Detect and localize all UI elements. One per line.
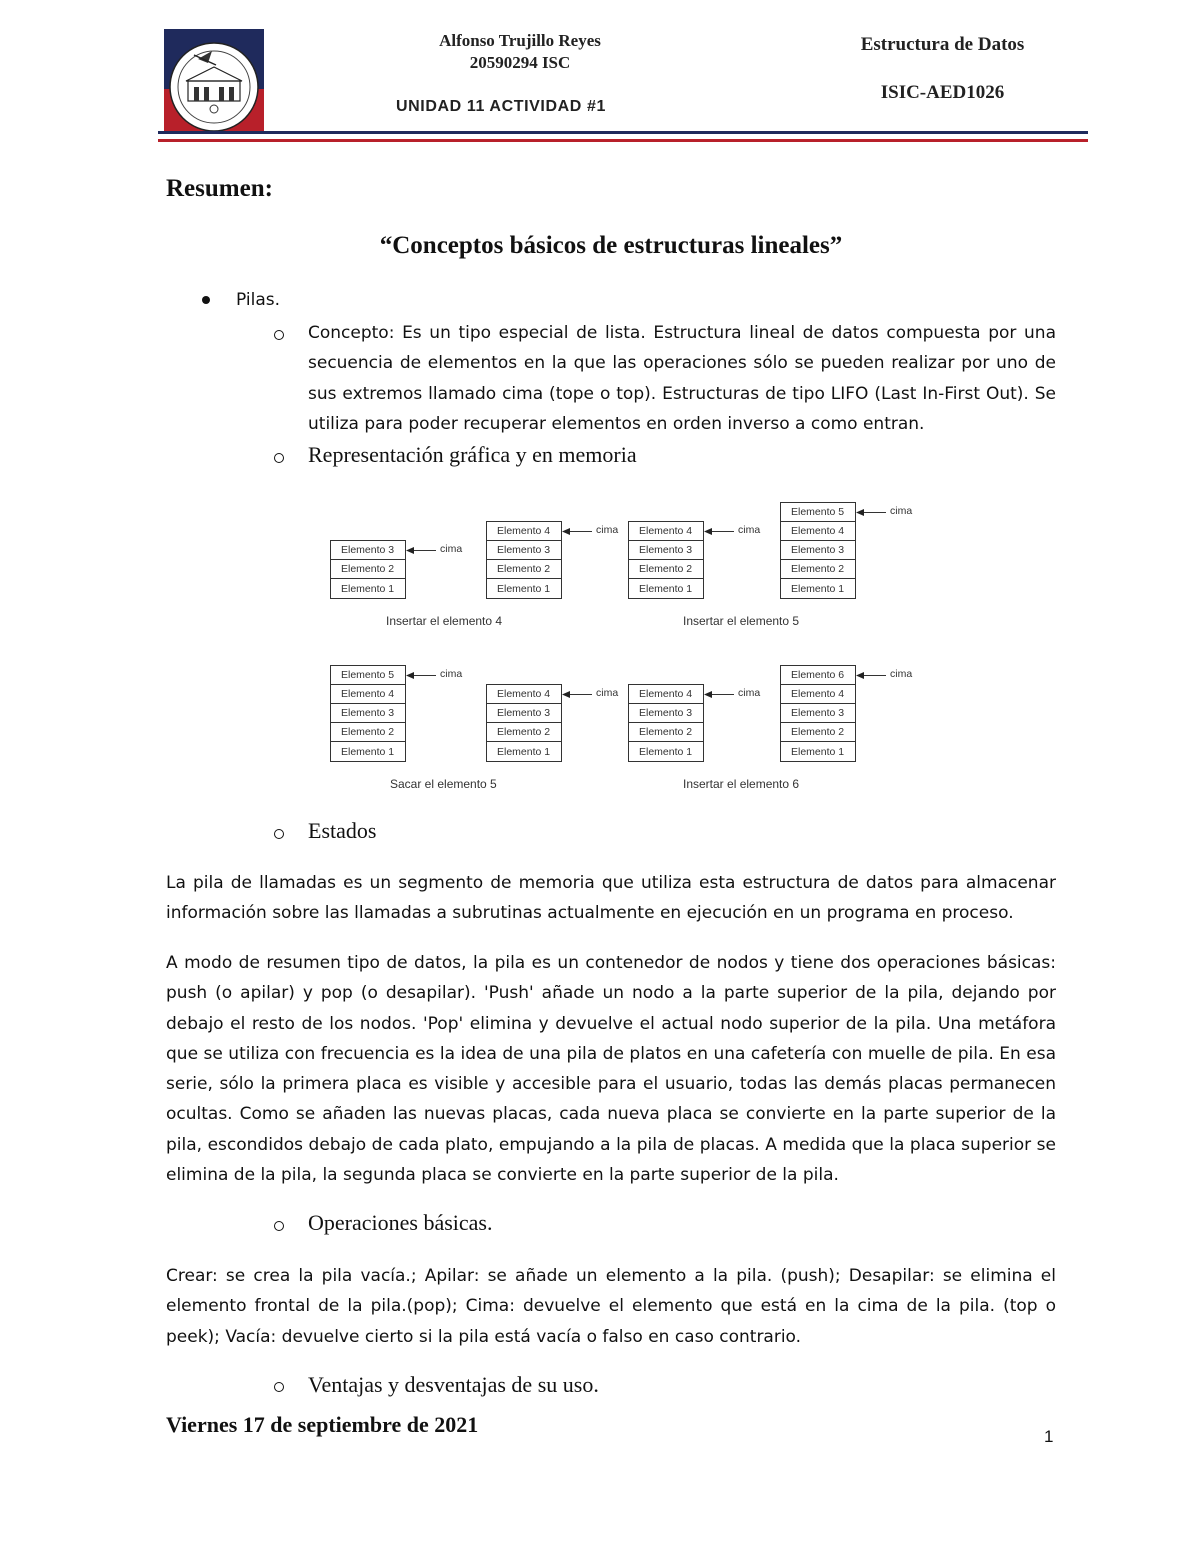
institution-logo: [164, 29, 264, 133]
stack-cell: Elemento 2: [331, 560, 405, 579]
heading-operaciones: Operaciones básicas.: [308, 1210, 493, 1235]
stack-cell: Elemento 2: [331, 723, 405, 742]
unit-activity: UNIDAD 11 ACTIVIDAD #1: [396, 98, 606, 115]
footer-date: Viernes 17 de septiembre de 2021: [166, 1412, 479, 1437]
stack-cell: Elemento 2: [629, 723, 703, 742]
concept-paragraph: Concepto: Es un tipo especial de lista. Estructura lineal de datos compuesta por una secuencia de elementos en la que las operaciones sólo se pueden realizar por uno de sus extremos llamado cima (tope o top). Estructuras de tipo LIFO (Last In-First Out). Se utiliza para poder recuperar elementos en orden inverso a como entran.: [308, 323, 1056, 434]
stack-cell: Elemento 2: [487, 560, 561, 579]
author-name: Alfonso Trujillo Reyes: [439, 31, 601, 50]
stack-box: [486, 521, 562, 599]
course-name: Estructura de Datos: [860, 34, 1025, 55]
stack-cell: Elemento 3: [487, 704, 561, 723]
arrow-left-icon: [856, 672, 864, 679]
cima-label: cima: [440, 667, 463, 680]
stack-cell: Elemento 1: [639, 582, 693, 595]
stack-cell: Elemento 3: [487, 541, 561, 560]
circle-bullet-icon: [274, 1382, 284, 1392]
stack-cell: Elemento 5: [331, 666, 405, 685]
arrow-left-icon: [562, 691, 570, 698]
summary-label: Resumen:: [166, 175, 273, 202]
stack-cell: Elemento 3: [629, 704, 703, 723]
arrow-left-icon: [562, 528, 570, 535]
stack-cell: Elemento 4: [629, 685, 703, 704]
stack-cell: Elemento 4: [331, 685, 405, 704]
cima-label: cima: [440, 542, 463, 555]
circle-bullet-icon: [274, 330, 284, 340]
stack-box: [780, 665, 856, 762]
header-rule-navy: [158, 131, 1088, 134]
circle-bullet-icon: [274, 1221, 284, 1231]
stack-box: [330, 540, 406, 599]
header-rule-red: [158, 139, 1088, 142]
arrow-left-icon: [704, 528, 712, 535]
stack-cell: Elemento 1: [341, 582, 395, 595]
circle-bullet-icon: [274, 829, 284, 839]
stack-cell: Elemento 1: [791, 582, 845, 595]
section-heading: Pilas.: [236, 290, 281, 310]
paragraph-estados-2: A modo de resumen tipo de datos, la pila es un contenedor de nodos y tiene dos operaciones básicas: push (o apilar) y pop (o desapilar). 'Push' añade un nodo a la parte superior de la pila, dejando por debajo el resto de los nodos. 'Pop' elimina y devuelve el actual nodo superior de la pila. Una metáfora que se utiliza con frecuencia es la idea de una pila de platos en una cafetería con muelle de pila. En esa serie, sólo la primera placa es visible y accesible para el usuario, todas las demás placas permanecen ocultas. Como se añaden las nuevas placas, cada nueva placa se convierte en la parte superior de la pila, escondidos debajo de cada plato, empujando a la pila de placas. A medida que la placa superior se elimina de la pila, la segunda placa se convierte en la parte superior de la pila.: [166, 953, 1056, 1186]
stack-cell: Elemento 2: [629, 560, 703, 579]
cima-label: cima: [890, 504, 913, 517]
stack-cell: Elemento 3: [781, 541, 855, 560]
heading-representacion: Representación gráfica y en memoria: [308, 442, 637, 467]
stack-cell: Elemento 2: [781, 723, 855, 742]
arrow-left-icon: [704, 691, 712, 698]
diagram-caption: Insertar el elemento 5: [683, 614, 800, 628]
stack-cell: Elemento 6: [781, 666, 855, 685]
heading-estados: Estados: [308, 818, 377, 843]
course-code: ISIC-AED1026: [880, 82, 1005, 103]
bullet-icon: [202, 296, 210, 304]
paragraph-operaciones: Crear: se crea la pila vacía.; Apilar: se añade un elemento a la pila. (push); Desapilar: se elimina el elemento frontal de la pila.(pop); Cima: devuelve el elemento que está en la cima de la pila. (top o peek); Vacía: devuelve cierto si la pila está vacía o falso en caso contrario.: [166, 1266, 1056, 1347]
document-title: “Conceptos básicos de estructuras lineales”: [379, 232, 843, 259]
arrow-left-icon: [406, 547, 414, 554]
stack-cell: Elemento 2: [487, 723, 561, 742]
stack-cell: Elemento 1: [791, 745, 845, 758]
cima-label: cima: [738, 523, 761, 536]
stack-cell: Elemento 1: [341, 745, 395, 758]
paragraph-estados-1: La pila de llamadas es un segmento de memoria que utiliza esta estructura de datos para almacenar información sobre las llamadas a subrutinas actualmente en ejecución en un programa en proceso.: [166, 873, 1056, 924]
stack-cell: Elemento 4: [487, 522, 561, 541]
logo-seal-icon: [164, 29, 264, 133]
cima-label: cima: [738, 686, 761, 699]
diagram-caption: Insertar el elemento 4: [386, 614, 503, 628]
cima-label: cima: [596, 686, 619, 699]
stack-cell: Elemento 4: [781, 685, 855, 704]
stack-cell: Elemento 2: [781, 560, 855, 579]
circle-bullet-icon: [274, 453, 284, 463]
arrow-left-icon: [406, 672, 414, 679]
stack-box: [486, 684, 562, 762]
arrow-left-icon: [856, 509, 864, 516]
diagram-caption: Sacar el elemento 5: [390, 777, 497, 791]
stack-cell: Elemento 3: [331, 541, 405, 560]
stack-cell: Elemento 1: [639, 745, 693, 758]
student-id: 20590294 ISC: [469, 53, 571, 72]
stack-cell: Elemento 1: [497, 745, 551, 758]
stack-box: [780, 502, 856, 599]
stack-cell: Elemento 3: [629, 541, 703, 560]
cima-label: cima: [890, 667, 913, 680]
diagram-caption: Insertar el elemento 6: [683, 777, 800, 791]
stack-cell: Elemento 4: [781, 522, 855, 541]
heading-ventajas: Ventajas y desventajas de su uso.: [308, 1372, 599, 1397]
stack-cell: Elemento 4: [487, 685, 561, 704]
stack-cell: Elemento 5: [781, 503, 855, 522]
stack-cell: Elemento 3: [331, 704, 405, 723]
page-number: 1: [1044, 1427, 1054, 1446]
stack-box: [628, 521, 704, 599]
stack-box: [628, 684, 704, 762]
stack-diagram: [300, 495, 940, 800]
cima-label: cima: [596, 523, 619, 536]
stack-cell: Elemento 3: [781, 704, 855, 723]
stack-box: [330, 665, 406, 762]
stack-cell: Elemento 4: [629, 522, 703, 541]
stack-cell: Elemento 1: [497, 582, 551, 595]
